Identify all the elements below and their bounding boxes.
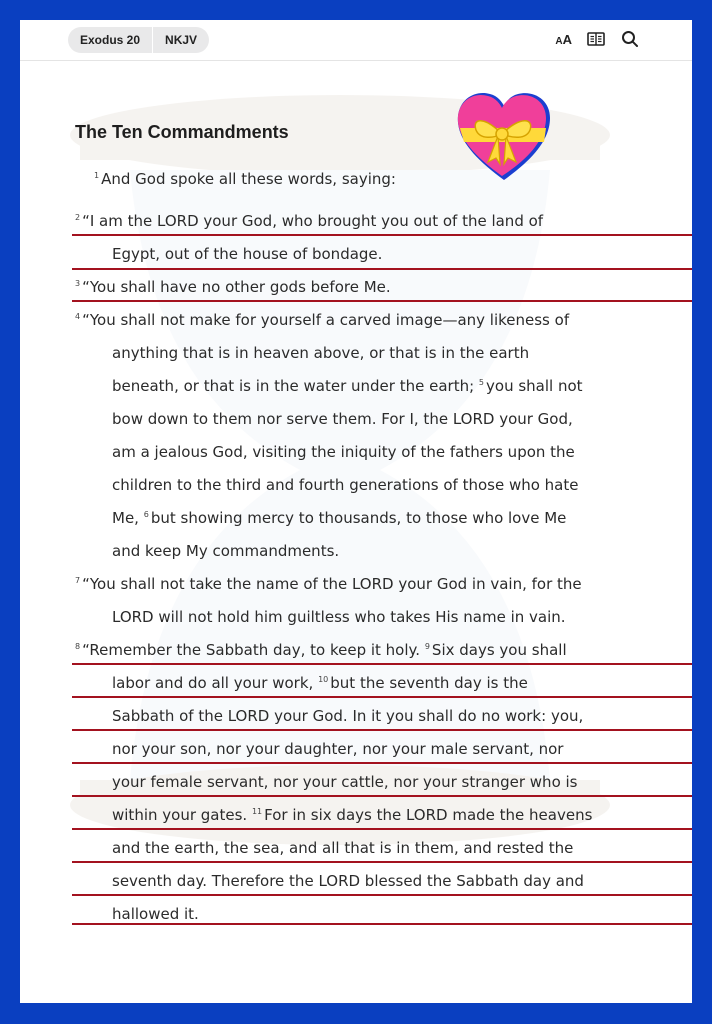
parallel-book-icon[interactable] xyxy=(586,29,606,49)
highlight-underline xyxy=(72,762,692,764)
verse-2-line-2: Egypt, out of the house of bondage. xyxy=(112,245,383,263)
search-icon[interactable] xyxy=(620,29,640,49)
hourglass-watermark xyxy=(60,90,620,850)
verse-5-line-3: am a jealous God, visiting the iniquity of the fathers upon the xyxy=(112,443,575,461)
heart-with-ribbon-icon xyxy=(454,88,554,184)
highlight-underline xyxy=(72,894,692,896)
version-button[interactable]: NKJV xyxy=(165,33,198,47)
highlight-underline xyxy=(72,828,692,830)
verse-4-line-2: anything that is in heaven above, or that is in the earth xyxy=(112,344,530,362)
verse-9-line-2: labor and do all your work, $^{10}$ but the seventh day is the xyxy=(112,674,528,692)
verse-7[interactable]: $^7$ “You shall not take the name of the LORD your God in vain, for the xyxy=(75,575,582,593)
verse-2[interactable]: $^2$ “I am the LORD your God, who brought you out of the land of xyxy=(75,212,544,230)
highlight-underline xyxy=(72,268,692,270)
reader-page xyxy=(20,20,692,1003)
verse-11-line-2: and the earth, the sea, and all that is in them, and rested the xyxy=(112,839,574,857)
verse-3[interactable]: $^3$ “You shall have no other gods before Me. xyxy=(75,278,391,296)
passage-selector xyxy=(68,27,209,53)
book-chapter-button[interactable]: Exodus 20 xyxy=(80,33,141,47)
highlight-underline xyxy=(72,663,692,665)
highlight-underline xyxy=(72,234,692,236)
section-heading: The Ten Commandments xyxy=(75,122,289,142)
verse-7-line-2: LORD will not hold him guiltless who takes His name in vain. xyxy=(112,608,566,626)
highlight-underline xyxy=(72,861,692,863)
highlight-underline xyxy=(72,923,692,925)
highlight-underline xyxy=(72,795,692,797)
verse-8[interactable]: $^8$ “Remember the Sabbath day, to keep it holy. $^9$ Six days you shall xyxy=(75,641,567,659)
verse-4-line-3: beneath, or that is in the water under the earth; $^5$ you shall not xyxy=(112,377,583,395)
font-size-icon[interactable]: AA xyxy=(555,31,572,47)
verse-5-line-4: children to the third and fourth generations of those who hate xyxy=(112,476,579,494)
highlight-underline xyxy=(72,300,692,302)
verse-10-line-4: your female servant, nor your cattle, nor your stranger who is xyxy=(112,773,578,791)
verse-4[interactable]: $^4$ “You shall not make for yourself a carved image—any likeness of xyxy=(75,311,570,329)
verse-1[interactable]: $^1$ And God spoke all these words, saying: xyxy=(94,170,396,188)
verse-11-line-3: seventh day. Therefore the LORD blessed the Sabbath day and xyxy=(112,872,584,890)
verse-10-line-5: within your gates. $^{11}$ For in six days the LORD made the heavens xyxy=(112,806,593,824)
highlight-underline xyxy=(72,729,692,731)
verse-6-line-2: and keep My commandments. xyxy=(112,542,340,560)
toolbar-icons xyxy=(555,29,640,49)
verse-11-line-4: hallowed it. xyxy=(112,905,199,923)
verse-10-line-2: Sabbath of the LORD your God. In it you shall do no work: you, xyxy=(112,707,584,725)
verse-5-line-2: bow down to them nor serve them. For I, the LORD your God, xyxy=(112,410,573,428)
verse-10-line-3: nor your son, nor your daughter, nor your male servant, nor xyxy=(112,740,564,758)
verse-5-line-5: Me, $^6$ but showing mercy to thousands, to those who love Me xyxy=(112,509,567,527)
highlight-underline xyxy=(72,696,692,698)
top-toolbar xyxy=(20,20,692,61)
